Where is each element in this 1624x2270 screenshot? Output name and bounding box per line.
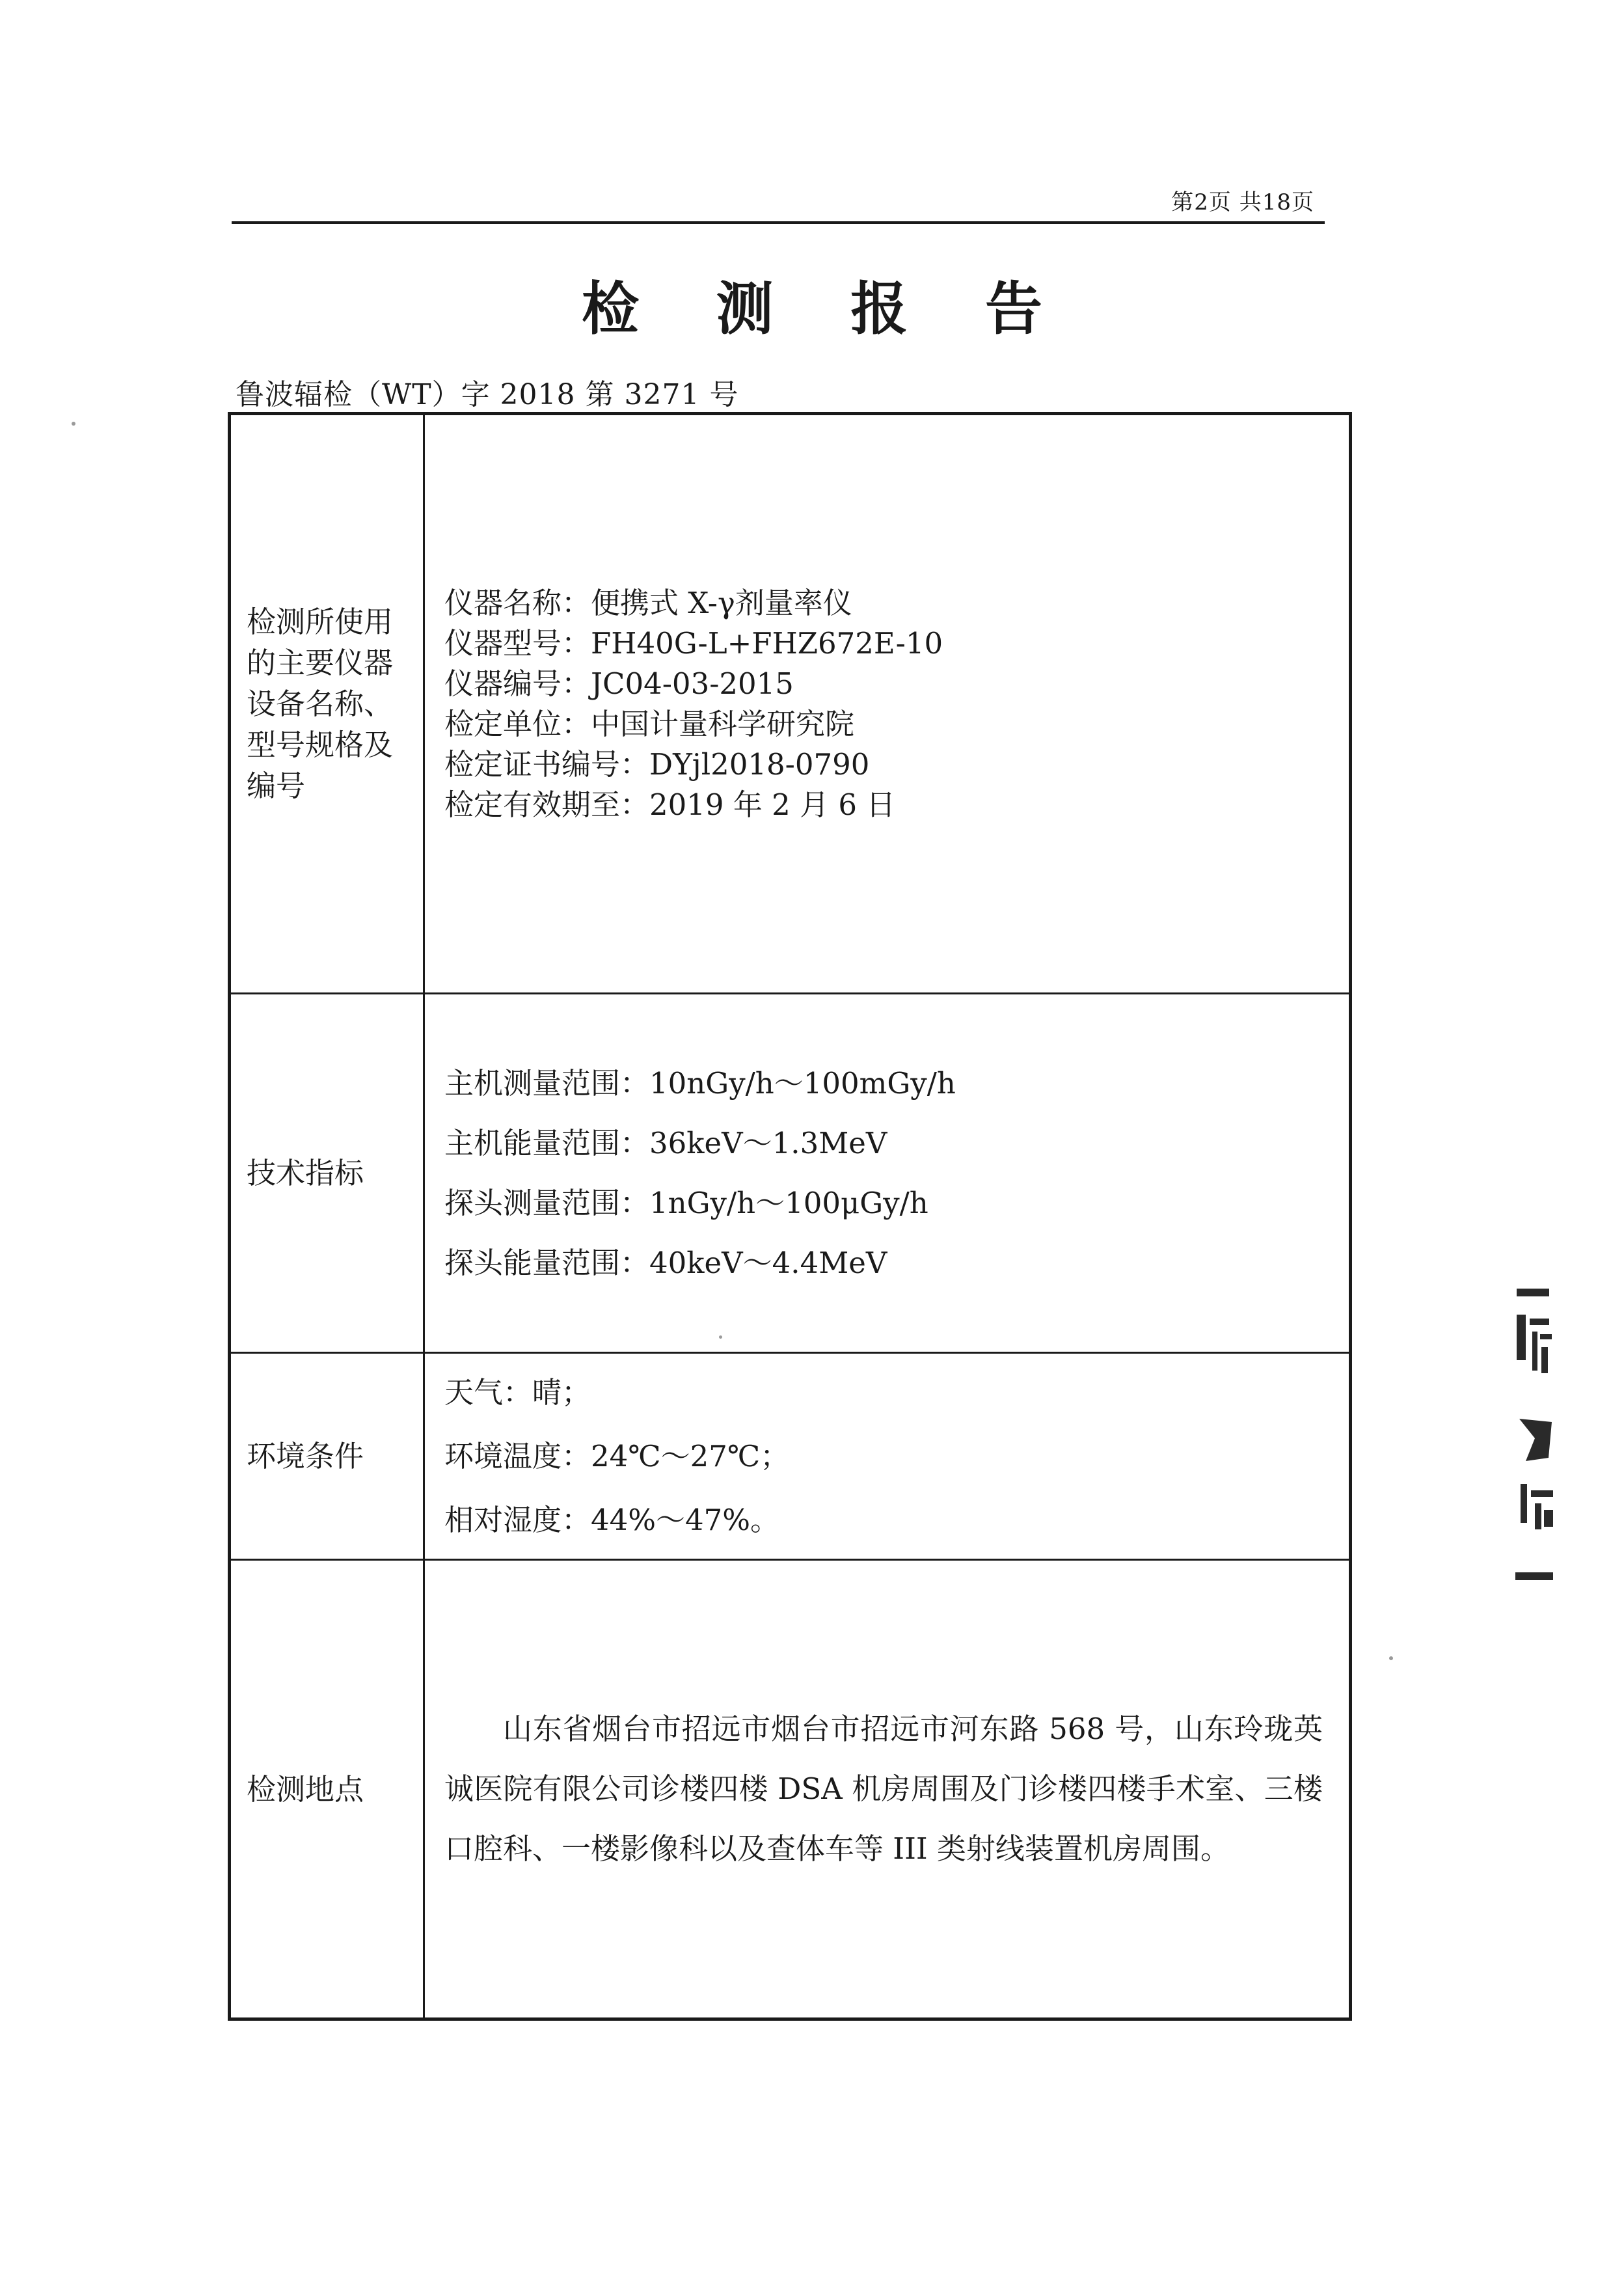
scan-speck: [72, 422, 75, 426]
humidity: 相对湿度：44%～47%。: [444, 1502, 780, 1537]
content-cell-location: [425, 1561, 1349, 2017]
certificate-number: 检定证书编号：DYjl2018-0790: [444, 746, 870, 782]
header-rule: [232, 221, 1325, 224]
host-energy-range: 主机能量范围：36keV～1.3MeV: [444, 1125, 887, 1160]
calibration-institute: 检定单位：中国计量科学研究院: [444, 706, 855, 741]
content-cell-specs: [425, 994, 1349, 1354]
probe-measure-range: 探头测量范围：1nGy/h～100μGy/h: [444, 1185, 928, 1220]
margin-seal-mark: [1513, 1289, 1558, 1588]
content-cell-environment: [425, 1354, 1349, 1561]
report-table: [228, 412, 1352, 2021]
label-cell-specs: [231, 994, 425, 1354]
location-paragraph: 山东省烟台市招远市烟台市招远市河东路 568 号，山东玲珑英诚医院有限公司诊楼四楼 DSA 机房周围及门诊楼四楼手术室、三楼口腔科、一楼影像科以及查体车等 III 类射线装置机房周围。: [444, 1712, 1323, 1866]
scan-speck: [719, 1335, 722, 1339]
label-line: 编号: [247, 769, 306, 803]
host-measure-range: 主机测量范围：10nGy/h～100mGy/h: [444, 1065, 956, 1101]
probe-energy-range: 探头能量范围：40keV～4.4MeV: [444, 1245, 887, 1280]
label-line: 的主要仪器: [247, 646, 394, 680]
temperature: 环境温度：24℃～27℃；: [444, 1438, 790, 1473]
valid-until: 检定有效期至：2019 年 2 月 6 日: [444, 787, 896, 822]
page-number: 第2页 共18页: [1171, 189, 1314, 215]
label-cell-environment: [231, 1354, 425, 1561]
label-location: 检测地点: [247, 1771, 364, 1807]
label-specs: 技术指标: [247, 1156, 364, 1190]
label-environment: 环境条件: [247, 1439, 364, 1473]
instrument-model: 仪器型号：FH40G-L+FHZ672E-10: [444, 625, 943, 661]
label-cell-instruments: [231, 415, 425, 994]
label-instruments: [247, 601, 393, 806]
weather: 天气：晴；: [444, 1374, 591, 1410]
instrument-serial: 仪器编号：JC04-03-2015: [444, 666, 794, 701]
reference-number: 鲁波辐检（WT）字 2018 第 3271 号: [236, 378, 739, 411]
scan-speck: [1389, 1656, 1393, 1660]
instrument-name: 仪器名称：便携式 X-γ剂量率仪: [444, 585, 852, 620]
label-line: 设备名称、: [247, 687, 394, 721]
label-line: 检测所使用: [247, 605, 394, 639]
document-title: 检 测 报 告: [582, 275, 1071, 342]
label-line: 型号规格及: [247, 728, 394, 762]
label-cell-location: [231, 1561, 425, 2017]
content-cell-instruments: [425, 415, 1349, 994]
